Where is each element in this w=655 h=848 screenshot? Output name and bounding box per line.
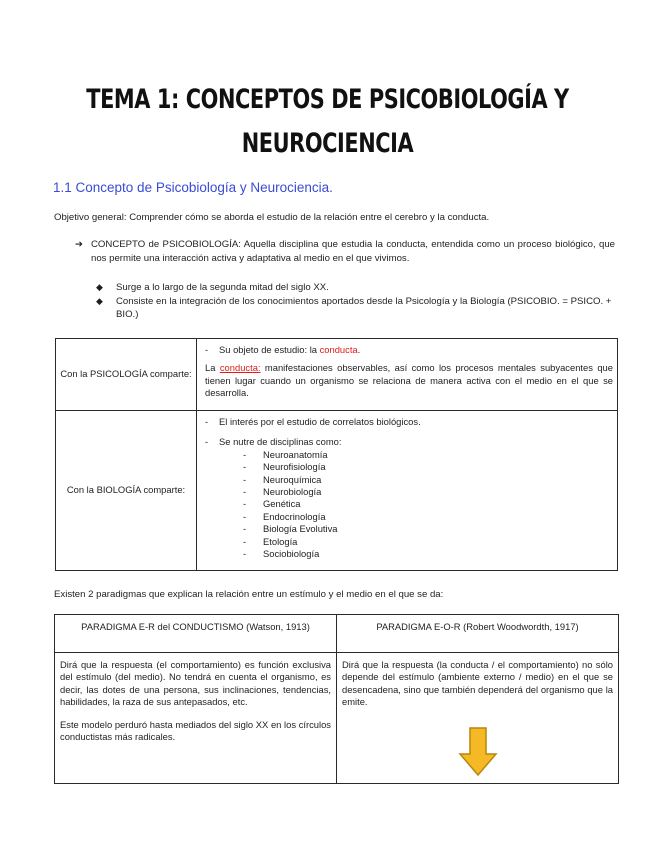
discipline-item: - Neurofisiología — [205, 461, 613, 473]
bullet-text: Surge a lo largo de la segunda mitad del siglo XX. — [116, 282, 329, 293]
discipline-item: - Endocrinología — [205, 511, 613, 523]
page-title — [80, 78, 575, 166]
conducta-definition: La conducta: manifestaciones observables, así como los procesos mentales subyacentes que tienen lugar cuando un organismo se relaciona de manera activa con el medio en el que se desarrolla. — [205, 362, 613, 399]
discipline-item: - Neurobiología — [205, 486, 613, 498]
list-item: - Se nutre de disciplinas como: — [205, 436, 613, 448]
paradigm-eor-body — [337, 653, 619, 784]
psychology-label: Con la PSICOLOGÍA comparte: — [56, 339, 197, 411]
paradigm-er-body — [55, 653, 337, 784]
bullet-item — [96, 281, 616, 294]
biology-content — [197, 411, 618, 571]
concept-item — [75, 238, 615, 266]
discipline-item: - Biología Evolutiva — [205, 523, 613, 535]
arrow-right-icon: ➔ — [75, 239, 84, 250]
paradigms-table — [54, 614, 619, 784]
table-row — [56, 411, 618, 571]
discipline-item: - Neuroquímica — [205, 474, 613, 486]
arrow-down-icon — [458, 727, 498, 777]
table-row — [55, 615, 619, 653]
list-item: - Su objeto de estudio: la conducta. — [205, 344, 613, 356]
bullet-text: Consiste en la integración de los conocimientos aportados desde la Psicología y la Biología (PSICOBIO. = PSICO. + BIO.) — [116, 296, 612, 320]
highlight-term: conducta: — [219, 362, 261, 374]
paragraph: Dirá que la respuesta (la conducta / el comportamiento) no sólo depende del estímulo (ambiente externo / medio) en el que se desencadena, sino que también dependerá del organismo que la emite. — [342, 659, 613, 708]
discipline-item: - Genética — [205, 498, 613, 510]
diamond-bullet-icon: ◆ — [96, 282, 103, 292]
highlight-term: conducta — [319, 344, 358, 355]
bullet-item — [96, 295, 616, 321]
diamond-bullet-icon: ◆ — [96, 296, 103, 306]
section-heading: 1.1 Concepto de Psicobiología y Neurociencia. — [53, 180, 333, 195]
paragraph: Este modelo perduró hasta mediados del siglo XX en los círculos conductistas más radicales. — [60, 718, 331, 743]
discipline-item: - Etología — [205, 536, 613, 548]
paradigm-er-header: PARADIGMA E-R del CONDUCTISMO (Watson, 1913) — [55, 615, 337, 653]
paradigms-intro: Existen 2 paradigmas que explican la relación entre un estímulo y el medio en el que se da: — [54, 589, 444, 600]
discipline-item: - Neuroanatomía — [205, 449, 613, 461]
paradigm-eor-header: PARADIGMA E-O-R (Robert Woodwordth, 1917) — [337, 615, 619, 653]
discipline-item: - Sociobiología — [205, 548, 613, 560]
table-row — [56, 339, 618, 411]
biology-label: Con la BIOLOGÍA comparte: — [56, 411, 197, 571]
paragraph: Dirá que la respuesta (el comportamiento) es función exclusiva del estímulo (del medio). No tendrá en cuenta el organismo, es decir, las dotes de una persona, sus inclinaciones, tendencias, habilidades, la raza de sus antepasados, etc. — [60, 659, 331, 708]
table-row — [55, 653, 619, 784]
title-line-1: TEMA 1: CONCEPTOS DE PSICOBIOLOGÍA Y — [86, 84, 569, 115]
concept-text: CONCEPTO de PSICOBIOLOGÍA: Aquella disciplina que estudia la conducta, entendida como un proceso biológico, que nos permite una interacción activa y adaptativa al medio en el que vivimos. — [91, 239, 615, 264]
objective-text: Objetivo general: Comprender cómo se aborda el estudio de la relación entre el cerebro y la conducta. — [54, 212, 490, 223]
comparison-table — [55, 338, 618, 571]
title-line-2: NEUROCIENCIA — [241, 128, 414, 159]
psychology-content — [197, 339, 618, 411]
list-item: - El interés por el estudio de correlatos biológicos. — [205, 416, 613, 428]
